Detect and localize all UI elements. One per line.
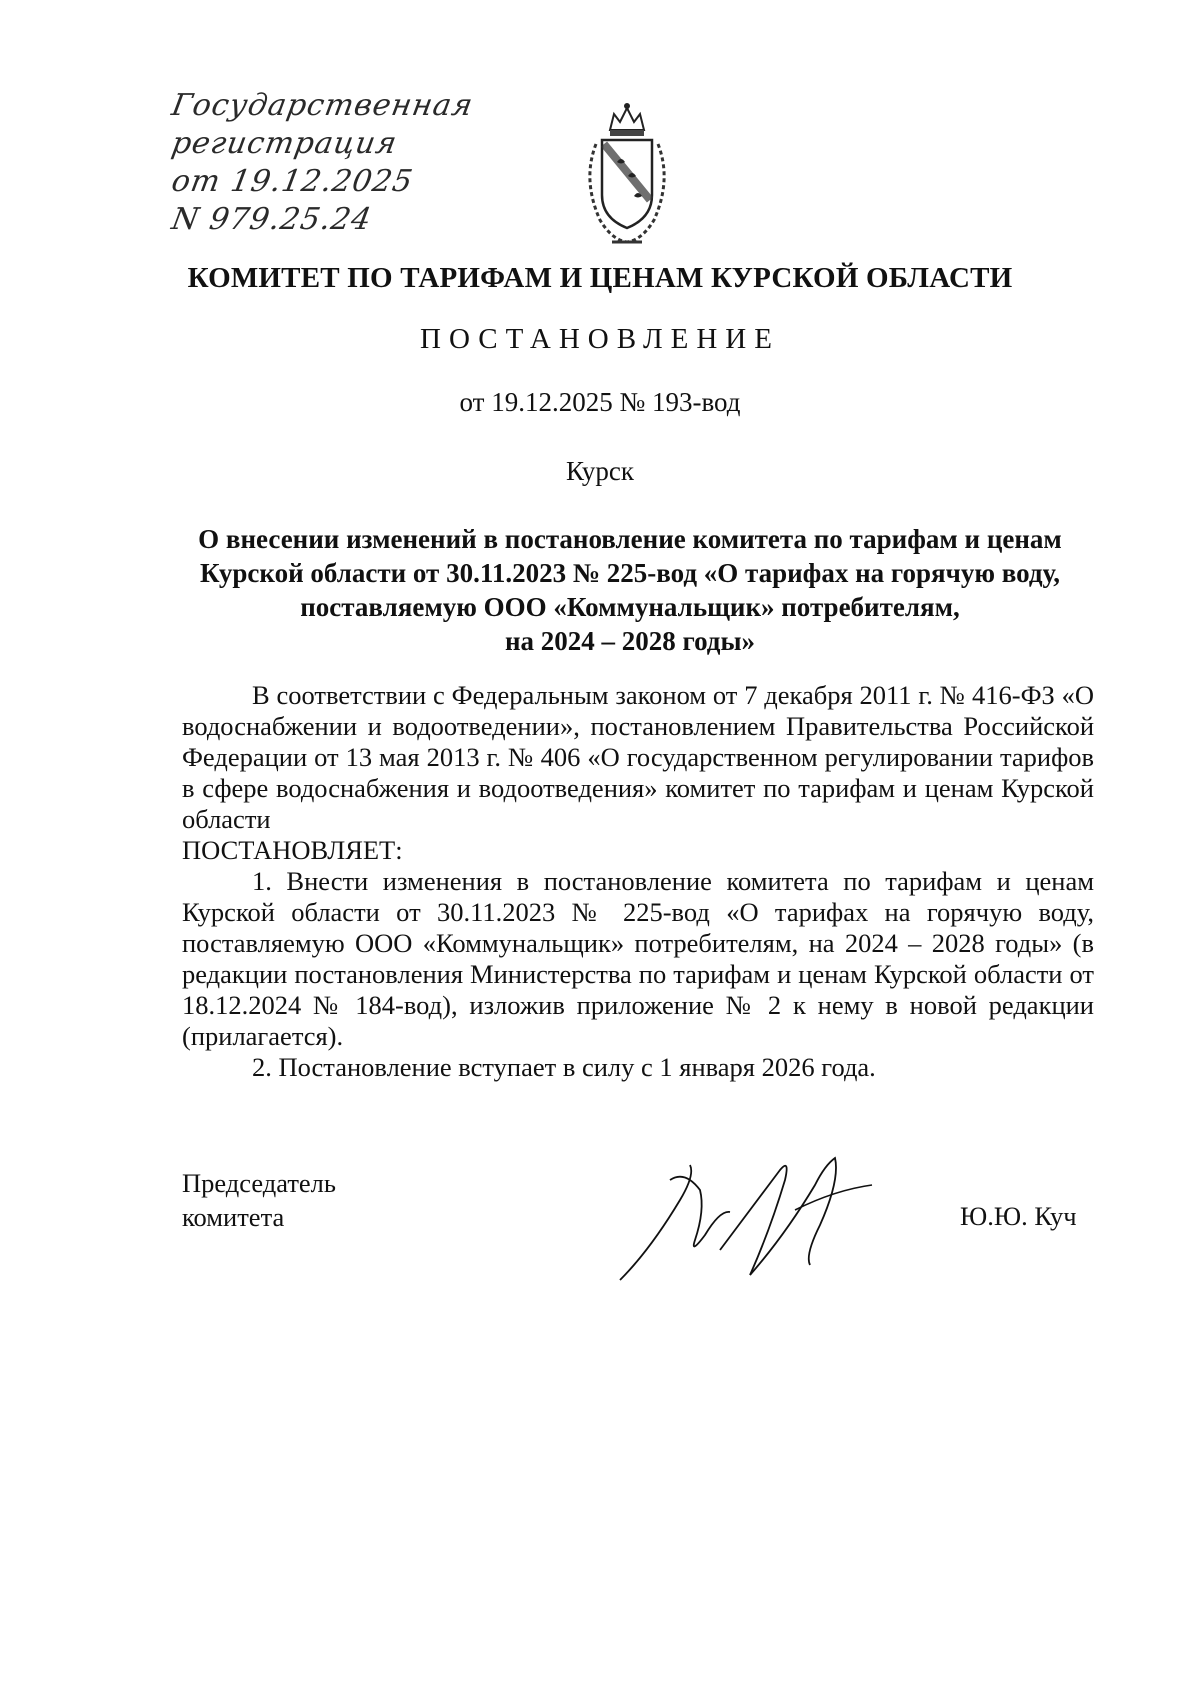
document-type: ПОСТАНОВЛЕНИЕ bbox=[420, 323, 780, 355]
handwritten-signature-icon bbox=[610, 1140, 890, 1290]
preamble-paragraph: В соответствии с Федеральным законом от 7 декабря 2011 г. № 416-ФЗ «О водоснабжении и водоотведении», постановлением Правительства Российской Федерации от 13 мая 2013 г. № 406 «О государственном регулировании тарифов в сфере водоснабжения и водоотведения» комитет по тарифам и ценам Курской области bbox=[182, 680, 1094, 834]
handwritten-registration-note bbox=[168, 88, 477, 248]
registration-note-line-1: Государственная bbox=[168, 88, 477, 123]
document-city: Курск bbox=[565, 456, 635, 486]
organization-title: КОМИТЕТ ПО ТАРИФАМ И ЦЕНАМ КУРСКОЙ ОБЛАСТИ bbox=[187, 262, 1013, 294]
subject-line-4: на 2024 – 2028 годы» bbox=[504, 626, 756, 656]
signatory-position-line-2: комитета bbox=[182, 1202, 285, 1232]
coat-of-arms-icon bbox=[572, 100, 682, 250]
decree-word: ПОСТАНОВЛЯЕТ: bbox=[182, 835, 403, 865]
subject-line-2: Курской области от 30.11.2023 № 225-вод «О тарифах на горячую воду, bbox=[199, 558, 1061, 588]
signatory-position bbox=[182, 1166, 336, 1234]
signatory-position-line-1: Председатель bbox=[182, 1168, 336, 1198]
document-body bbox=[182, 680, 1094, 1083]
registration-note-date: от 19.12.2025 bbox=[168, 164, 416, 199]
decree-item-2: 2. Постановление вступает в силу с 1 января 2026 года. bbox=[252, 1052, 876, 1082]
subject-line-3: поставляемую ООО «Коммунальщик» потребителям, bbox=[300, 592, 960, 622]
registration-note-line-2: регистрация bbox=[168, 126, 400, 161]
decree-item-1: 1. Внести изменения в постановление комитета по тарифам и ценам Курской области от 30.11.2023 № 225-вод «О тарифах на горячую воду, поставляемую ООО «Коммунальщик» потребителям, на 2024 – 2028 годы» (в редакции постановления Министерства по тарифам и ценам Курской области от 18.12.2024 № 184-вод), изложив приложение № 2 к нему в новой редакции (прилагается). bbox=[182, 866, 1094, 1051]
registration-note-number: N 979.25.24 bbox=[168, 202, 375, 237]
signatory-name: Ю.Ю. Куч bbox=[960, 1201, 1077, 1231]
subject-line-1: О внесении изменений в постановление комитета по тарифам и ценам bbox=[198, 524, 1062, 554]
document-date-number: от 19.12.2025 № 193-вод bbox=[459, 387, 741, 417]
document-subject bbox=[170, 522, 1090, 658]
